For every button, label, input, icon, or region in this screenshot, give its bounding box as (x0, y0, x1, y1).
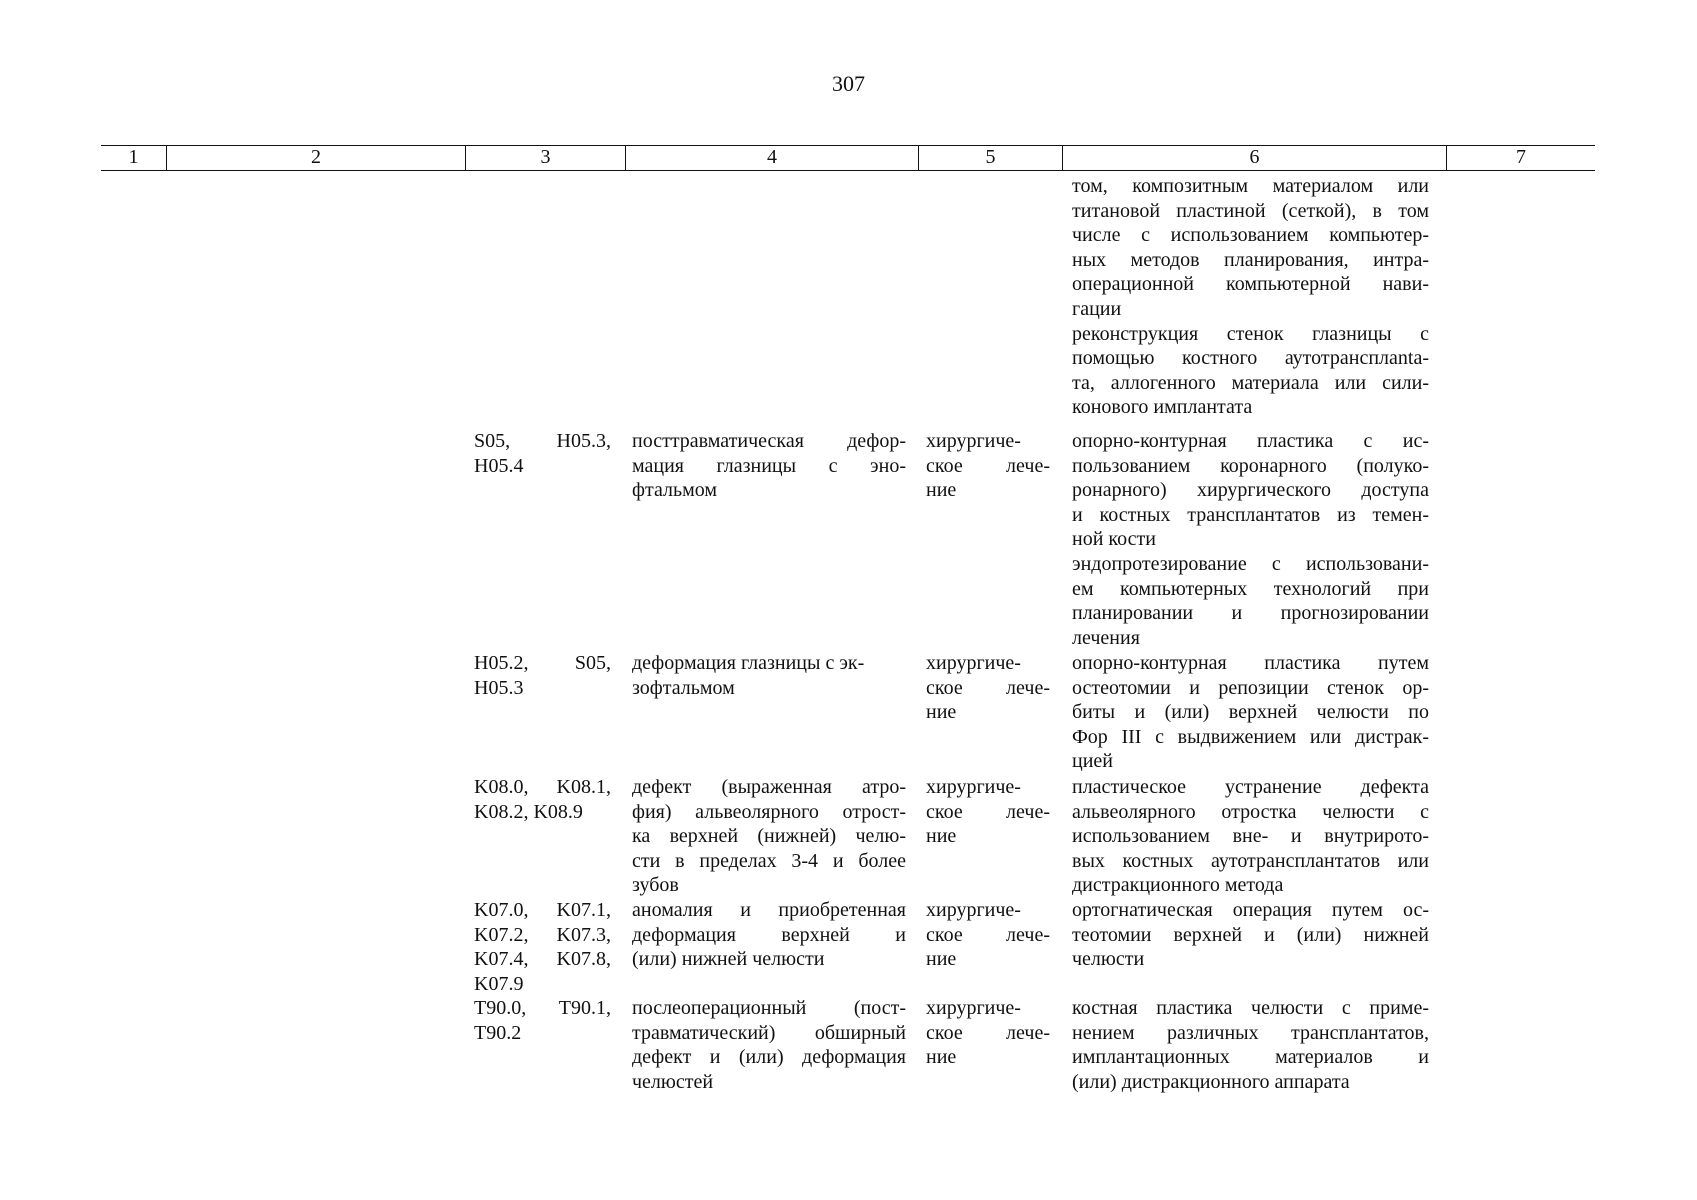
row-1-procedure (1072, 429, 1429, 650)
row-1-icd-codes (474, 429, 611, 478)
row-5-condition (632, 996, 906, 1094)
text-line: аномалия и приобретенная (632, 899, 906, 921)
text-line: K08.2, K08.9 (474, 800, 583, 823)
row-2-condition (632, 651, 906, 700)
text-line: S05, H05.3, (474, 430, 611, 452)
row-3-condition (632, 775, 906, 898)
text-line: K07.0, K07.1, (474, 899, 611, 921)
row-3-icd-codes (474, 775, 611, 824)
text-line: операционной компьютерной нави- (1072, 273, 1429, 296)
text-line: ортогнатическая операция путем ос- (1072, 899, 1429, 921)
text-line: конового имплантата (1072, 396, 1253, 419)
row-4-treatment-type (926, 898, 1050, 972)
text-line: использованием вне- и внутрирото- (1072, 825, 1429, 848)
text-line: нением различных трансплантатов, (1072, 1021, 1429, 1044)
text-line: K07.9 (474, 972, 524, 995)
text-line: деформация верхней и (632, 923, 906, 946)
text-line: дефект (выраженная атро- (632, 776, 906, 798)
text-line: (или) нижней челюсти (632, 948, 825, 971)
text-line: зофтальмом (632, 676, 735, 699)
text-line: помощью костного аутотрансплanta- (1072, 347, 1429, 370)
text-line: ние (926, 479, 957, 502)
column-header-5: 5 (918, 146, 1062, 170)
text-line: вых костных аутотрансплантатов или (1072, 849, 1429, 872)
text-line: биты и (или) верхней челюсти по (1072, 701, 1429, 724)
text-line: хирургиче- (926, 430, 1021, 452)
text-line: пластическое устранение дефекта (1072, 776, 1429, 798)
text-line: хирургиче- (926, 899, 1021, 921)
column-header-3: 3 (465, 146, 625, 170)
text-line: ние (926, 1046, 957, 1069)
text-line: мация глазницы с эно- (632, 454, 906, 477)
text-line: посттравматическая дефор- (632, 430, 906, 452)
text-line: зубов (632, 874, 679, 897)
text-line: имплантационных материалов и (1072, 1046, 1429, 1069)
text-line: ское лече- (926, 454, 1050, 477)
text-line: ка верхней (нижней) челю- (632, 825, 906, 848)
text-line: челюсти (1072, 948, 1145, 971)
text-line: челюстей (632, 1070, 714, 1093)
text-line: ных методов планирования, интра- (1072, 248, 1429, 271)
text-line: ние (926, 701, 957, 724)
page-number: 307 (832, 71, 865, 96)
text-line: ем компьютерных технологий при (1072, 577, 1429, 600)
table-header-row (101, 145, 1595, 171)
text-line: H05.3 (474, 676, 524, 699)
text-line: числе с использованием компьютер- (1072, 224, 1429, 247)
row-2-procedure (1072, 651, 1429, 774)
row-2-icd-codes (474, 651, 611, 700)
row-4-icd-codes (474, 898, 611, 996)
continuation-procedure-text (1072, 174, 1429, 420)
row-5-procedure (1072, 996, 1429, 1094)
text-line: ронарного) хирургического доступа (1072, 479, 1429, 502)
text-line: ское лече- (926, 800, 1050, 823)
text-line: дефект и (или) деформация (632, 1046, 906, 1069)
text-line: ское лече- (926, 1021, 1050, 1044)
row-5-icd-codes (474, 996, 611, 1045)
text-line: реконструкция стенок глазницы с (1072, 322, 1429, 345)
row-2-treatment-type (926, 651, 1050, 725)
text-line: ной кости (1072, 528, 1156, 551)
text-line: хирургиче- (926, 652, 1021, 674)
text-line: цией (1072, 750, 1113, 773)
row-3-procedure (1072, 775, 1429, 898)
text-line: ние (926, 825, 957, 848)
column-header-1: 1 (128, 146, 139, 168)
text-line: ние (926, 948, 957, 971)
text-line: фия) альвеолярного отрост- (632, 800, 906, 823)
text-line: теотомии верхней и (или) нижней (1072, 923, 1429, 946)
text-line: ское лече- (926, 676, 1050, 699)
text-line: Фор III с выдвижением или дистрак- (1072, 725, 1429, 748)
text-line: ское лече- (926, 923, 1050, 946)
text-line: том, композитным материалом или (1072, 175, 1429, 197)
text-line: костная пластика челюсти с приме- (1072, 997, 1429, 1019)
text-line: K07.2, K07.3, (474, 923, 611, 946)
row-1-treatment-type (926, 429, 1050, 503)
row-5-treatment-type (926, 996, 1050, 1070)
text-line: планировании и прогнозировании (1072, 602, 1429, 625)
row-4-procedure (1072, 898, 1429, 972)
row-4-condition (632, 898, 906, 972)
row-3-treatment-type (926, 775, 1050, 849)
text-line: хирургиче- (926, 776, 1021, 798)
row-1-condition (632, 429, 906, 503)
text-line: дистракционного метода (1072, 874, 1284, 897)
text-line: эндопротезирование с использовани- (1072, 552, 1429, 575)
text-line: гации (1072, 297, 1122, 320)
text-line: альвеолярного отростка челюсти с (1072, 800, 1429, 823)
text-line: H05.4 (474, 454, 524, 477)
text-line: фтальмом (632, 479, 718, 502)
text-line: деформация глазницы с эк- (632, 652, 865, 674)
column-header-2: 2 (166, 146, 465, 170)
text-line: хирургиче- (926, 997, 1021, 1019)
text-line: K08.0, K08.1, (474, 776, 611, 798)
text-line: опорно-контурная пластика путем (1072, 652, 1429, 674)
text-line: пользованием коронарного (полуко- (1072, 454, 1429, 477)
column-header-6: 6 (1062, 146, 1446, 170)
text-line: H05.2, S05, (474, 652, 611, 674)
text-line: K07.4, K07.8, (474, 948, 611, 971)
text-line: T90.0, T90.1, (474, 997, 611, 1019)
text-line: травматический) обширный (632, 1021, 906, 1044)
text-line: та, аллогенного материала или сили- (1072, 371, 1429, 394)
text-line: и костных трансплантатов из темен- (1072, 503, 1429, 526)
column-header-7: 7 (1446, 146, 1595, 170)
text-line: остеотомии и репозиции стенок ор- (1072, 676, 1429, 699)
text-line: лечения (1072, 626, 1140, 649)
text-line: (или) дистракционного аппарата (1072, 1070, 1350, 1093)
text-line: сти в пределах 3-4 и более (632, 849, 906, 872)
text-line: опорно-контурная пластика с ис- (1072, 430, 1429, 452)
text-line: послеоперационный (пост- (632, 997, 906, 1019)
text-line: T90.2 (474, 1021, 522, 1044)
text-line: титановой пластиной (сеткой), в том (1072, 199, 1429, 222)
column-header-4: 4 (625, 146, 918, 170)
